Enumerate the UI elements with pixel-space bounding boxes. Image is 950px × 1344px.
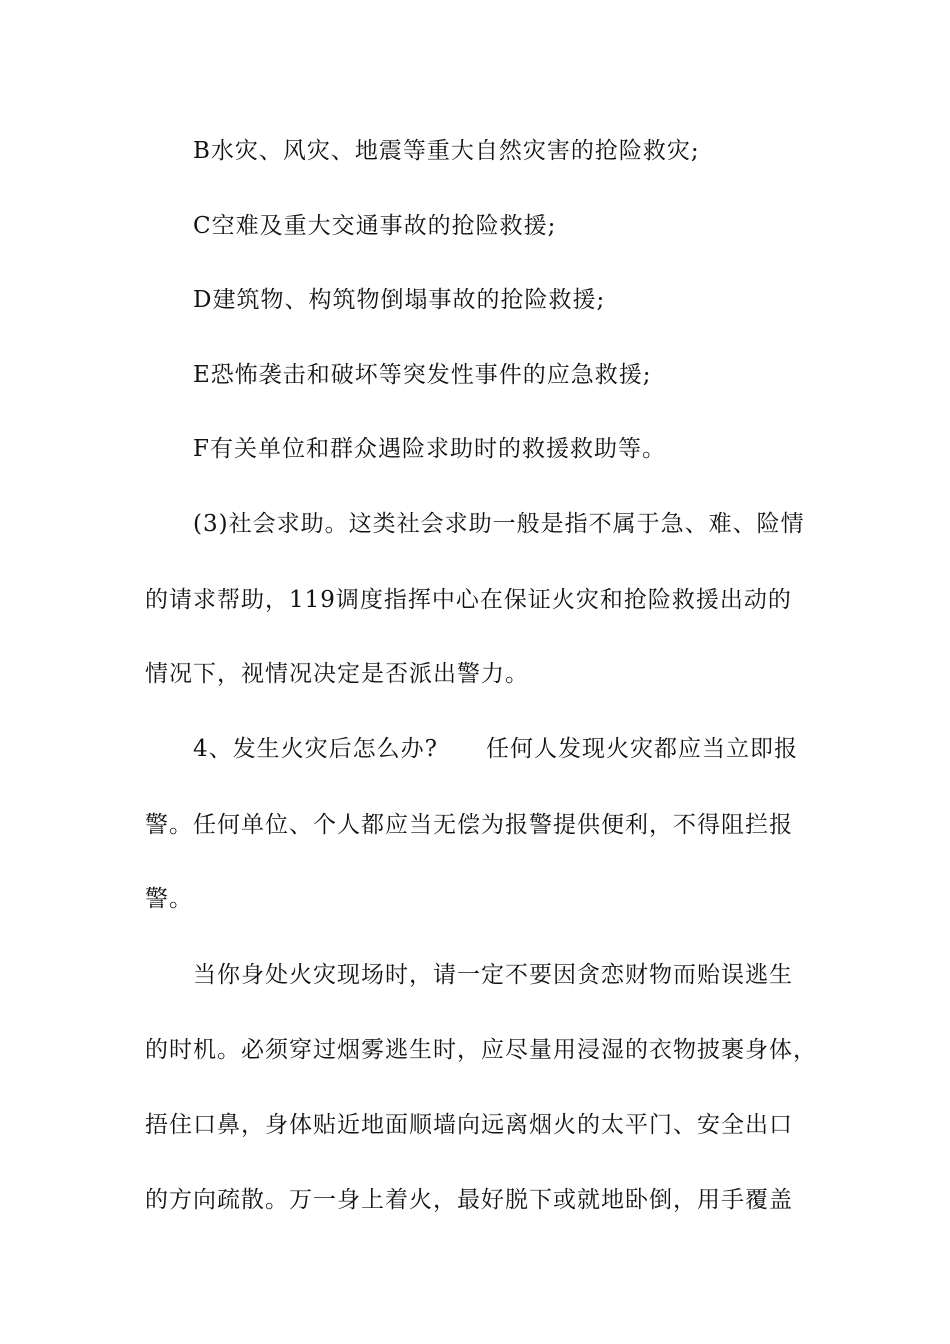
paragraph-escape-line-1: 当你身处火灾现场时，请一定不要因贪恋财物而贻误逃生	[193, 962, 793, 988]
paragraph-fire-line-2: 警。任何单位、个人都应当无偿为报警提供便利，不得阻拦报	[145, 812, 793, 838]
paragraph-fire-line-1	[193, 734, 798, 764]
list-item-c: C空难及重大交通事故的抢险救援;	[193, 213, 557, 239]
paragraph-escape-line-4: 的方向疏散。万一身上着火，最好脱下或就地卧倒，用手覆盖	[145, 1187, 793, 1213]
list-item-e: E恐怖袭击和破坏等突发性事件的应急救援;	[193, 362, 652, 388]
paragraph-escape-line-3: 捂住口鼻，身体贴近地面顺墙向远离烟火的太平门、安全出口	[145, 1112, 793, 1138]
paragraph-social-line-3: 情况下，视情况决定是否派出警力。	[145, 661, 529, 687]
paragraph-social-line-2: 的请求帮助，119调度指挥中心在保证火灾和抢险救援出动的	[145, 587, 792, 613]
paragraph-escape-line-2: 的时机。必须穿过烟雾逃生时，应尽量用浸湿的衣物披裹身体，	[145, 1037, 817, 1063]
section-heading: 4、发生火灾后怎么办?	[193, 736, 438, 762]
list-item-d: D建筑物、构筑物倒塌事故的抢险救援;	[193, 287, 606, 313]
list-item-f: F有关单位和群众遇险求助时的救援救助等。	[193, 436, 666, 462]
paragraph-fire-text: 任何人发现火灾都应当立即报	[485, 736, 798, 762]
paragraph-social-line-1: (3)社会求助。这类社会求助一般是指不属于急、难、险情	[193, 511, 805, 537]
list-item-b: B水灾、风灾、地震等重大自然灾害的抢险救灾;	[193, 138, 700, 164]
paragraph-fire-line-3: 警。	[145, 886, 193, 912]
